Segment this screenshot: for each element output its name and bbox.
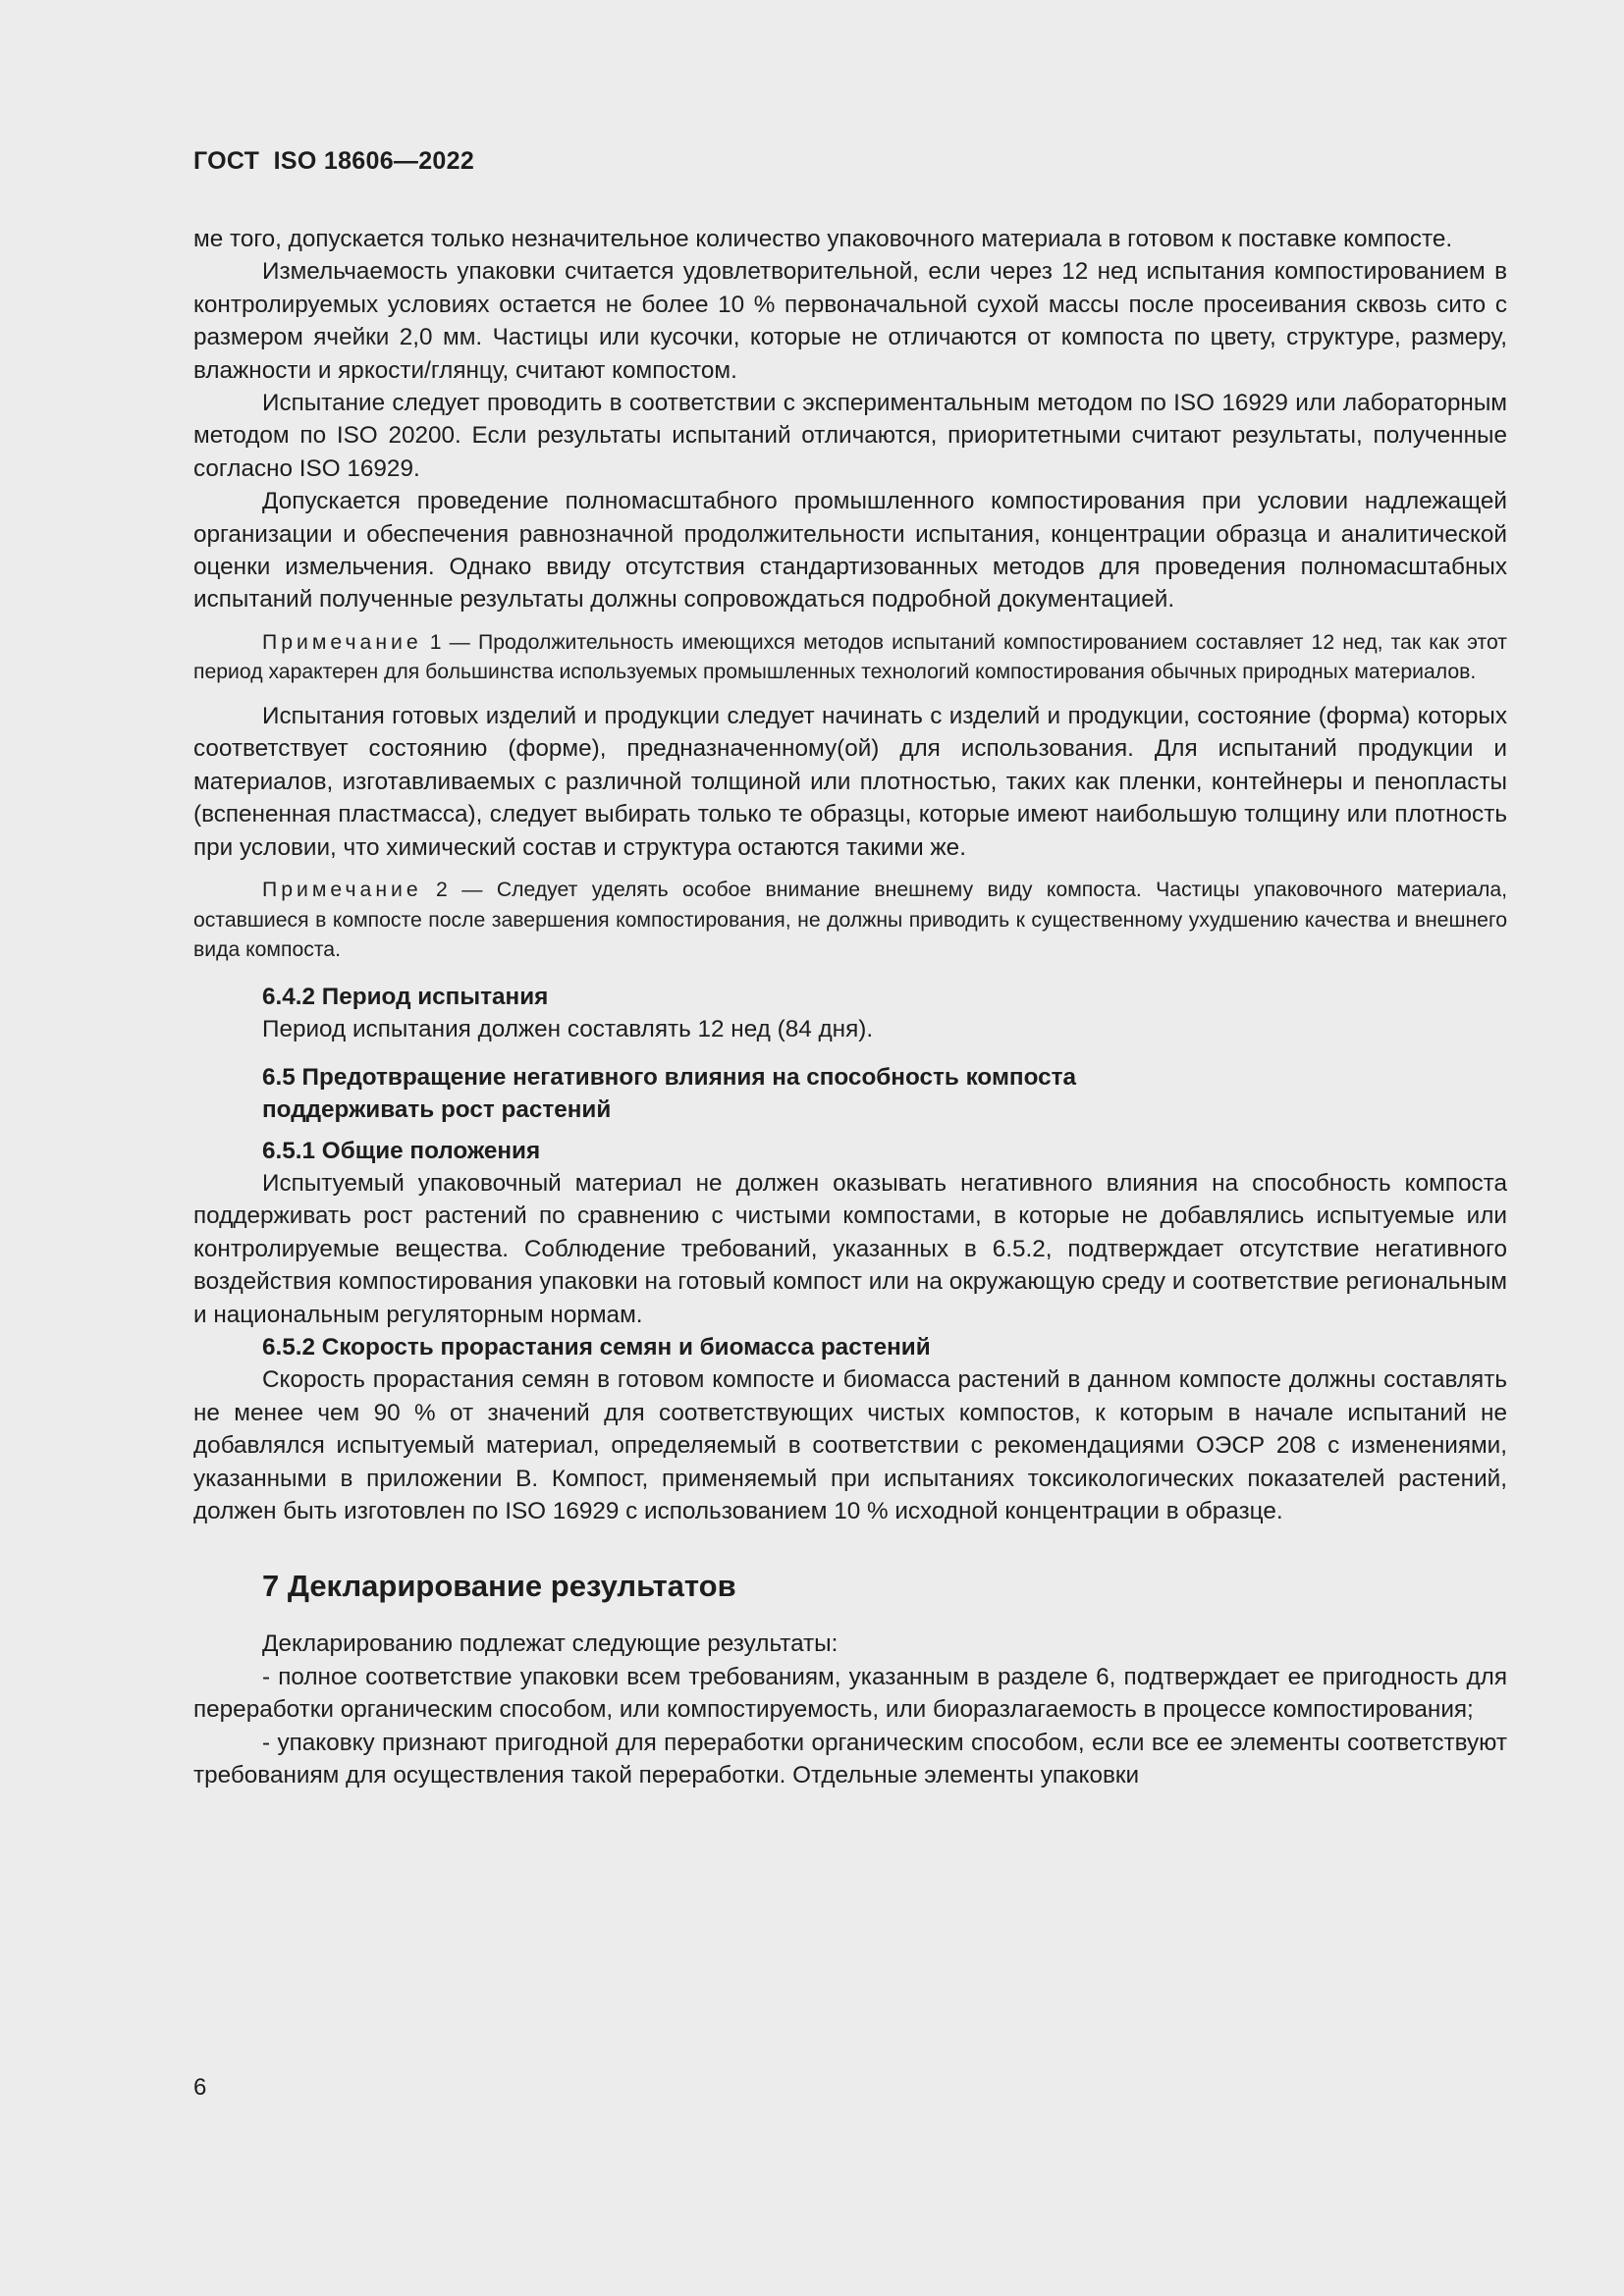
paragraph-germination-rate: Скорость прорастания семян в готовом компосте и биомасса растений в данном компосте должны составлять не менее чем 90 % от значений для соответствующих чистых компостов, к которым в начале испытаний не добавлялся испытуемый материал, определяемый в соответствии с рекомендациями ОЭСР 208 с изменениями, указанными в приложении В. Компост, применяемый при испытаниях токсикологических показателей растений, должен быть изготовлен по ISO 16929 с использованием 10 % исходной концентрации в образце.	[193, 1366, 1507, 1524]
document-header: ГОСТ ISO 18606—2022	[193, 147, 475, 175]
note-2-label: Примечание	[262, 879, 422, 902]
heading-6-5-1: 6.5.1 Общие положения	[262, 1137, 541, 1164]
paragraph-test-method: Испытание следует проводить в соответствии с экспериментальным методом по ISO 16929 или лабораторным методом по ISO 20200. Если результаты испытаний отличаются, приоритетными считают результаты, полученные согласно ISO 16929.	[193, 390, 1507, 482]
note-1	[193, 628, 1507, 688]
heading-6-5-line-2: поддерживать рост растений	[262, 1096, 612, 1124]
note-1-text: 1 — Продолжительность имеющихся методов испытаний компостированием составляет 12 нед, так как этот период характерен для большинства используемых промышленных технологий компостирования обычных природных материалов.	[193, 630, 1507, 684]
list-item-full-compliance: - полное соответствие упаковки всем требованиям, указанным в разделе 6, подтверждает ее пригодность для переработки органическим способом, или компостируемость, или биоразлагаемость в процессе компостирования;	[193, 1663, 1507, 1724]
note-2	[193, 876, 1507, 966]
page-number: 6	[193, 2074, 207, 2101]
heading-6-5-line-1: 6.5 Предотвращение негативного влияния на способность компоста	[262, 1063, 1077, 1091]
paragraph-declaration-intro: Декларированию подлежат следующие результаты:	[262, 1630, 839, 1658]
note-2-text: 2 — Следует уделять особое внимание внешнему виду компоста. Частицы упаковочного материала, оставшиеся в компосте после завершения компостирования, не должны приводить к существенному ухудшению качества и внешнего вида компоста.	[193, 879, 1507, 962]
heading-6-5-2: 6.5.2 Скорость прорастания семян и биомасса растений	[262, 1333, 931, 1361]
heading-7: 7 Декларирование результатов	[262, 1569, 736, 1604]
paragraph-finished-products: Испытания готовых изделий и продукции следует начинать с изделий и продукции, состояние (форма) которых соответствует состоянию (форме), предназначенному(ой) для использования. Для испытаний продукции и материалов, изготавливаемых с различной толщиной или плотностью, таких как пленки, контейнеры и пенопласты (вспененная пластмасса), следует выбирать только те образцы, которые имеют наибольшую толщину или плотность при условии, что химический состав и структура остаются такими же.	[193, 703, 1507, 861]
paragraph-continued: ме того, допускается только незначительное количество упаковочного материала в готовом к поставке компосте.	[193, 226, 1453, 252]
heading-6-4-2: 6.4.2 Период испытания	[262, 983, 549, 1010]
note-1-label: Примечание	[262, 630, 422, 654]
list-item-organic-recycling: - упаковку признают пригодной для переработки органическим способом, если все ее элементы соответствуют требованиям для осуществления такой переработки. Отдельные элементы упаковки	[193, 1729, 1507, 1789]
paragraph-disintegration: Измельчаемость упаковки считается удовлетворительной, если через 12 нед испытания компостированием в контролируемых условиях остается не более 10 % первоначальной сухой массы после просеивания сквозь сито с размером ячейки 2,0 мм. Частицы или кусочки, которые не отличаются от компоста по цвету, структуре, размеру, влажности и яркости/глянцу, считают компостом.	[193, 258, 1507, 384]
document-body	[193, 223, 1507, 1791]
paragraph-general-provisions: Испытуемый упаковочный материал не должен оказывать негативного влияния на способность компоста поддерживать рост растений по сравнению с чистыми компостами, в которые не добавлялись испытуемые или контролируемые вещества. Соблюдение требований, указанных в 6.5.2, подтверждает отсутствие негативного воздействия компостирования упаковки на готовый компост или на окружающую среду и соответствие региональным и национальным регуляторным нормам.	[193, 1169, 1507, 1328]
paragraph-full-scale: Допускается проведение полномасштабного промышленного компостирования при условии надлежащей организации и обеспечения равнозначной продолжительности испытания, концентрации образца и аналитической оценки измельчения. Однако ввиду отсутствия стандартизованных методов для проведения полномасштабных испытаний полученные результаты должны сопровождаться подробной документацией.	[193, 488, 1507, 614]
paragraph-test-period: Период испытания должен составлять 12 нед (84 дня).	[262, 1016, 874, 1043]
